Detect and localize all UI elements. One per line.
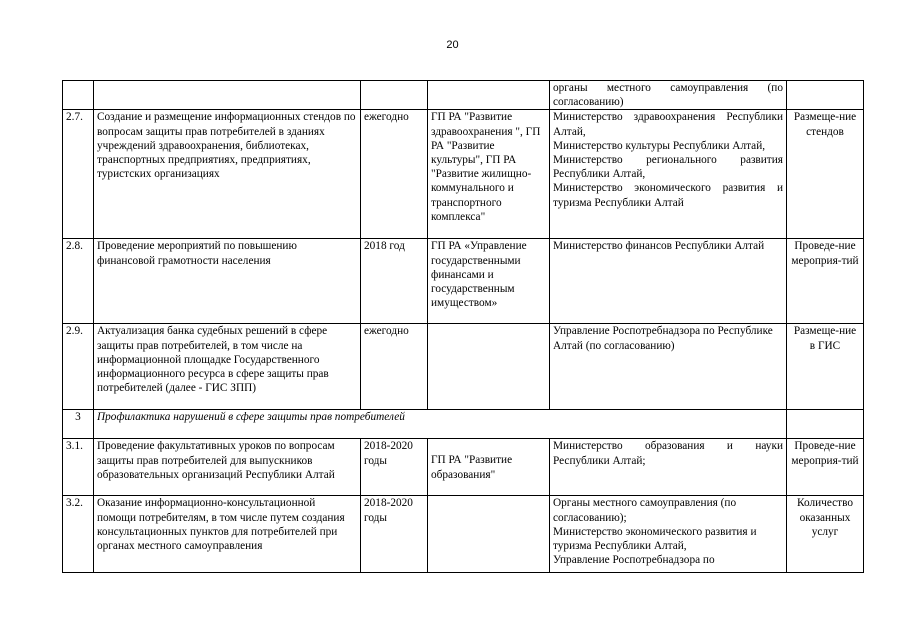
measure-term: 2018-2020 годы: [361, 439, 428, 496]
measure-executors: [550, 496, 787, 573]
executor-line: Министерство экономического развития и туризма Республики Алтай,: [553, 525, 757, 553]
executor-line: Министерство финансов Республики Алтай: [553, 240, 765, 253]
measure-title: Проведение факультативных уроков по вопросам защиты прав потребителей для выпускников образовательных организаций Республики Алтай: [94, 439, 361, 496]
measure-program: ГП РА «Управление государственными финансами и государственным имуществом»: [428, 239, 550, 324]
executor-line: Управление Роспотребнадзора по: [553, 554, 715, 567]
executor-line: Управление Роспотребнадзора по Республике Алтай (по согласованию): [553, 325, 773, 352]
section-row: [63, 410, 864, 439]
measure-program: [428, 324, 550, 410]
row-number: [63, 81, 94, 110]
section-title: Профилактика нарушений в сфере защиты прав потребителей: [94, 410, 787, 439]
row-number: 3.1.: [63, 439, 94, 496]
executor-line: Министерство экономического развития и туризма Республики Алтай: [553, 182, 783, 209]
table-row: [63, 439, 864, 496]
measure-executors: [550, 324, 787, 410]
measure-program: [428, 496, 550, 573]
section-empty-cell: [787, 410, 864, 439]
measure-executors: [550, 239, 787, 324]
measure-program: ГП РА "Развитие здравоохранения ", ГП РА "Развитие культуры", ГП РА "Развитие жилищно-коммунального и транспортного комплекса": [428, 110, 550, 239]
executor-line: Министерство здравоохранения Республики Алтай,: [553, 111, 783, 138]
section-number: 3: [63, 410, 94, 439]
executor-line: Органы местного самоуправления (по согласованию);: [553, 497, 737, 524]
executor-line: Министерство образования и науки Республики Алтай;: [553, 440, 783, 467]
measure-result: Количество оказанных услуг: [787, 496, 864, 573]
table-row: [63, 81, 864, 110]
measure-title: Проведение мероприятий по повышению финансовой грамотности населения: [94, 239, 361, 324]
measures-table: [62, 80, 864, 573]
table-row: [63, 324, 864, 410]
measure-result: Размеще-ние в ГИС: [787, 324, 864, 410]
executor-line: органы местного самоуправления (по согласованию): [553, 82, 783, 109]
row-number: 2.9.: [63, 324, 94, 410]
executor-line: Министерство регионального развития Республики Алтай,: [553, 154, 783, 181]
row-number: 2.8.: [63, 239, 94, 324]
measure-result: Проведе-ние мероприя-тий: [787, 239, 864, 324]
measure-title: Создание и размещение информационных стендов по вопросам защиты прав потребителей в зданиях учреждений здравоохранения, библиотеках, транспортных предприятиях, предприятиях, туристских организациях: [94, 110, 361, 239]
program-text: ГП РА "Развитие образования": [431, 454, 513, 481]
measure-term: ежегодно: [361, 110, 428, 239]
measure-term: 2018-2020 годы: [361, 496, 428, 573]
measure-result: [787, 81, 864, 110]
measure-title: Актуализация банка судебных решений в сфере защиты прав потребителей, в том числе на информационной площадке Государственного информационного ресурса в сфере защиты прав потребителей (далее - ГИС ЗПП): [94, 324, 361, 410]
measure-term: [361, 81, 428, 110]
table-row: [63, 239, 864, 324]
row-number: 3.2.: [63, 496, 94, 573]
measure-program: [428, 81, 550, 110]
measure-program: [428, 439, 550, 496]
measure-title: [94, 81, 361, 110]
executor-line: Министерство культуры Республики Алтай,: [553, 139, 766, 152]
measure-executors: [550, 439, 787, 496]
row-number: 2.7.: [63, 110, 94, 239]
measure-term: 2018 год: [361, 239, 428, 324]
table-row: [63, 110, 864, 239]
measure-executors: [550, 110, 787, 239]
page-number: 20: [446, 39, 459, 51]
measure-term: ежегодно: [361, 324, 428, 410]
measure-result: Проведе-ние мероприя-тий: [787, 439, 864, 496]
measure-executors: [550, 81, 787, 110]
measure-title: Оказание информационно-консультационной помощи потребителям, в том числе путем создания консультационных пунктов для потребителей при органах местного самоуправления: [94, 496, 361, 573]
measure-result: Размеще-ние стендов: [787, 110, 864, 239]
table-row: [63, 496, 864, 573]
